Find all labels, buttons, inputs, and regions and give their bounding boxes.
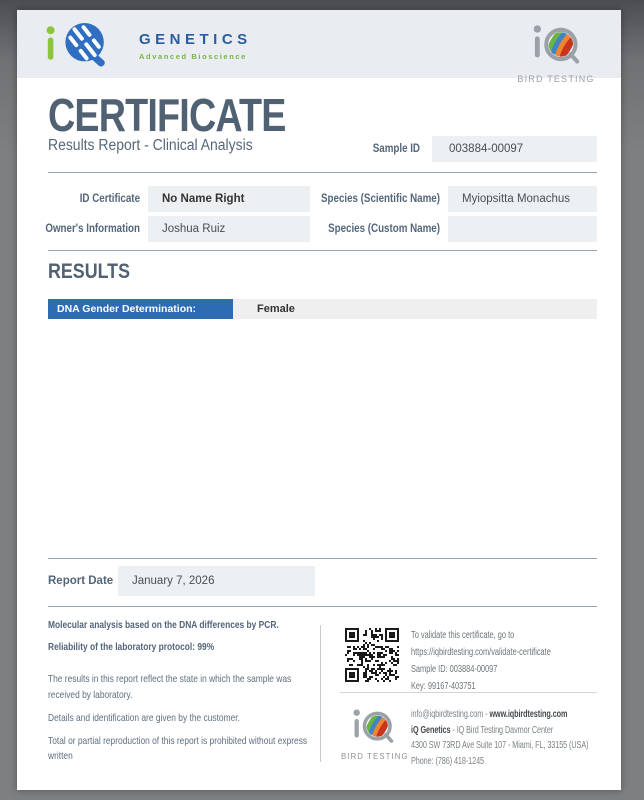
species-scientific-value: Myiopsitta Monachus	[448, 186, 597, 212]
note: Total or partial reproduction of this report is prohibited without express written	[48, 735, 308, 763]
sample-id-value: 003884-00097	[432, 136, 597, 162]
results-heading: RESULTS	[48, 260, 130, 283]
id-certificate-value: No Name Right	[148, 186, 310, 212]
species-custom-label: Species (Custom Name)	[328, 223, 440, 235]
species-scientific-label: Species (Scientific Name)	[321, 193, 440, 205]
iq-genetics-logo	[43, 16, 252, 75]
contact-phone: Phone: (786) 418-1245	[411, 755, 485, 767]
contact-address: 4300 SW 73RD Ave Suite 107 - Miami, FL, 33155 (USA)	[411, 740, 589, 751]
iq-bird-testing-logo	[513, 16, 599, 84]
contact-email-link[interactable]: info@iqbirdtesting.com	[411, 709, 484, 720]
note: The results in this report reflect the state in which the sample was received by laboratory.	[48, 673, 292, 701]
certificate-page	[17, 10, 621, 790]
divider	[48, 558, 597, 559]
qr-code	[345, 628, 399, 682]
footer-bird-caption: BIRD TESTING	[341, 752, 409, 761]
report-date-value: January 7, 2026	[118, 566, 315, 596]
feather-q-logo-icon	[530, 55, 582, 72]
sample-id-label: Sample ID	[372, 143, 420, 155]
footer-vertical-divider	[320, 625, 321, 762]
divider	[48, 606, 597, 607]
result-row-label: DNA Gender Determination:	[48, 299, 233, 319]
note-bold: Molecular analysis based on the DNA differences by PCR.	[48, 619, 279, 631]
company-rest: - IQ Bird Testing Davmor Center	[450, 724, 554, 736]
separator: -	[483, 709, 490, 720]
footer-notes	[48, 618, 312, 773]
footer-bird-logo	[341, 702, 409, 761]
contact-website-link[interactable]: www.iqbirdtesting.com	[489, 709, 568, 720]
feather-q-logo-icon	[350, 733, 396, 750]
genetics-tagline: Advanced Bioscience	[139, 51, 247, 61]
note-bold: Reliability of the laboratory protocol: 99%	[48, 641, 215, 654]
report-date-label: Report Date	[48, 575, 114, 587]
divider	[340, 692, 597, 693]
company-name: iQ Genetics	[411, 724, 451, 736]
owner-label: Owner's Information	[45, 223, 141, 235]
result-row-value: Female	[233, 299, 597, 319]
owner-value: Joshua Ruiz	[148, 216, 310, 242]
validation-block	[411, 627, 596, 695]
validation-sample-id: Sample ID: 003884-00097	[411, 664, 498, 675]
validation-key: Key: 99167-403751	[411, 681, 476, 692]
id-certificate-label: ID Certificate	[79, 193, 140, 205]
divider	[48, 172, 597, 173]
genetics-wordmark: GENETICS	[139, 30, 252, 48]
contact-company-line	[411, 723, 600, 739]
dna-q-logo-icon	[43, 16, 131, 75]
validation-url-link[interactable]: https://iqbirdtesting.com/validate-certificate	[411, 647, 551, 658]
contact-email-line	[411, 707, 600, 723]
page-title: CERTIFICATE	[48, 89, 286, 141]
contact-block	[411, 707, 600, 769]
divider	[48, 250, 597, 251]
genetics-wordmark-block	[139, 31, 252, 61]
bird-testing-caption: BIRD TESTING	[517, 74, 595, 84]
header-band	[17, 10, 621, 84]
note: Details and identification are given by the customer.	[48, 711, 240, 724]
validation-intro: To validate this certificate, go to	[411, 630, 515, 641]
species-custom-value	[448, 216, 597, 242]
page-subtitle: Results Report - Clinical Analysis	[48, 137, 253, 154]
